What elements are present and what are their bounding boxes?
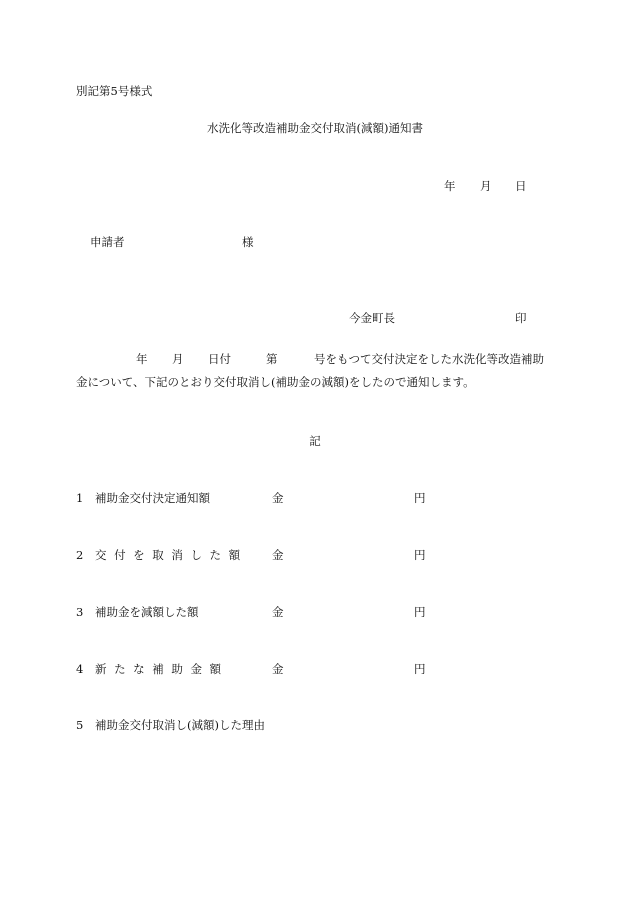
form-label: 別記第5号様式 — [76, 84, 153, 98]
seal-mark: 印 — [515, 311, 527, 325]
body-line-2: 金について、下記のとおり交付取消し(補助金の減額)をしたので通知します。 — [76, 375, 475, 389]
date-year-label: 年 — [444, 179, 456, 193]
item-number: 2 — [76, 548, 84, 562]
item-yen-mark: 円 — [414, 605, 426, 619]
item-label: 補助金交付取消し(減額)した理由 — [95, 718, 265, 732]
body-year-label: 年 — [136, 352, 148, 366]
item-yen-mark: 円 — [414, 491, 426, 505]
item-label: 補助金交付決定通知額 — [95, 491, 210, 505]
ki-heading: 記 — [309, 434, 321, 448]
item-number: 5 — [76, 718, 84, 732]
item-label: 交付を取消した額 — [95, 548, 248, 562]
item-kin-mark: 金 — [272, 662, 284, 676]
date-month-label: 月 — [480, 179, 492, 193]
document-title: 水洗化等改造補助金交付取消(減額)通知書 — [207, 121, 423, 135]
item-kin-mark: 金 — [272, 548, 284, 562]
item-number: 3 — [76, 605, 84, 619]
item-yen-mark: 円 — [414, 548, 426, 562]
applicant-label: 申請者 — [90, 235, 125, 249]
body-month-label: 月 — [172, 352, 184, 366]
item-yen-mark: 円 — [414, 662, 426, 676]
body-number-label: 第 — [266, 352, 278, 366]
applicant-honorific: 様 — [242, 235, 254, 249]
item-kin-mark: 金 — [272, 491, 284, 505]
item-label: 新たな補助金額 — [95, 662, 229, 676]
body-day-label: 日付 — [208, 352, 231, 366]
item-label: 補助金を減額した額 — [95, 605, 199, 619]
item-kin-mark: 金 — [272, 605, 284, 619]
item-number: 4 — [76, 662, 84, 676]
body-line-1-text: 号をもつて交付決定をした水洗化等改造補助 — [314, 352, 544, 366]
issuer-name: 今金町長 — [349, 311, 395, 325]
date-day-label: 日 — [515, 179, 527, 193]
item-number: 1 — [76, 491, 84, 505]
